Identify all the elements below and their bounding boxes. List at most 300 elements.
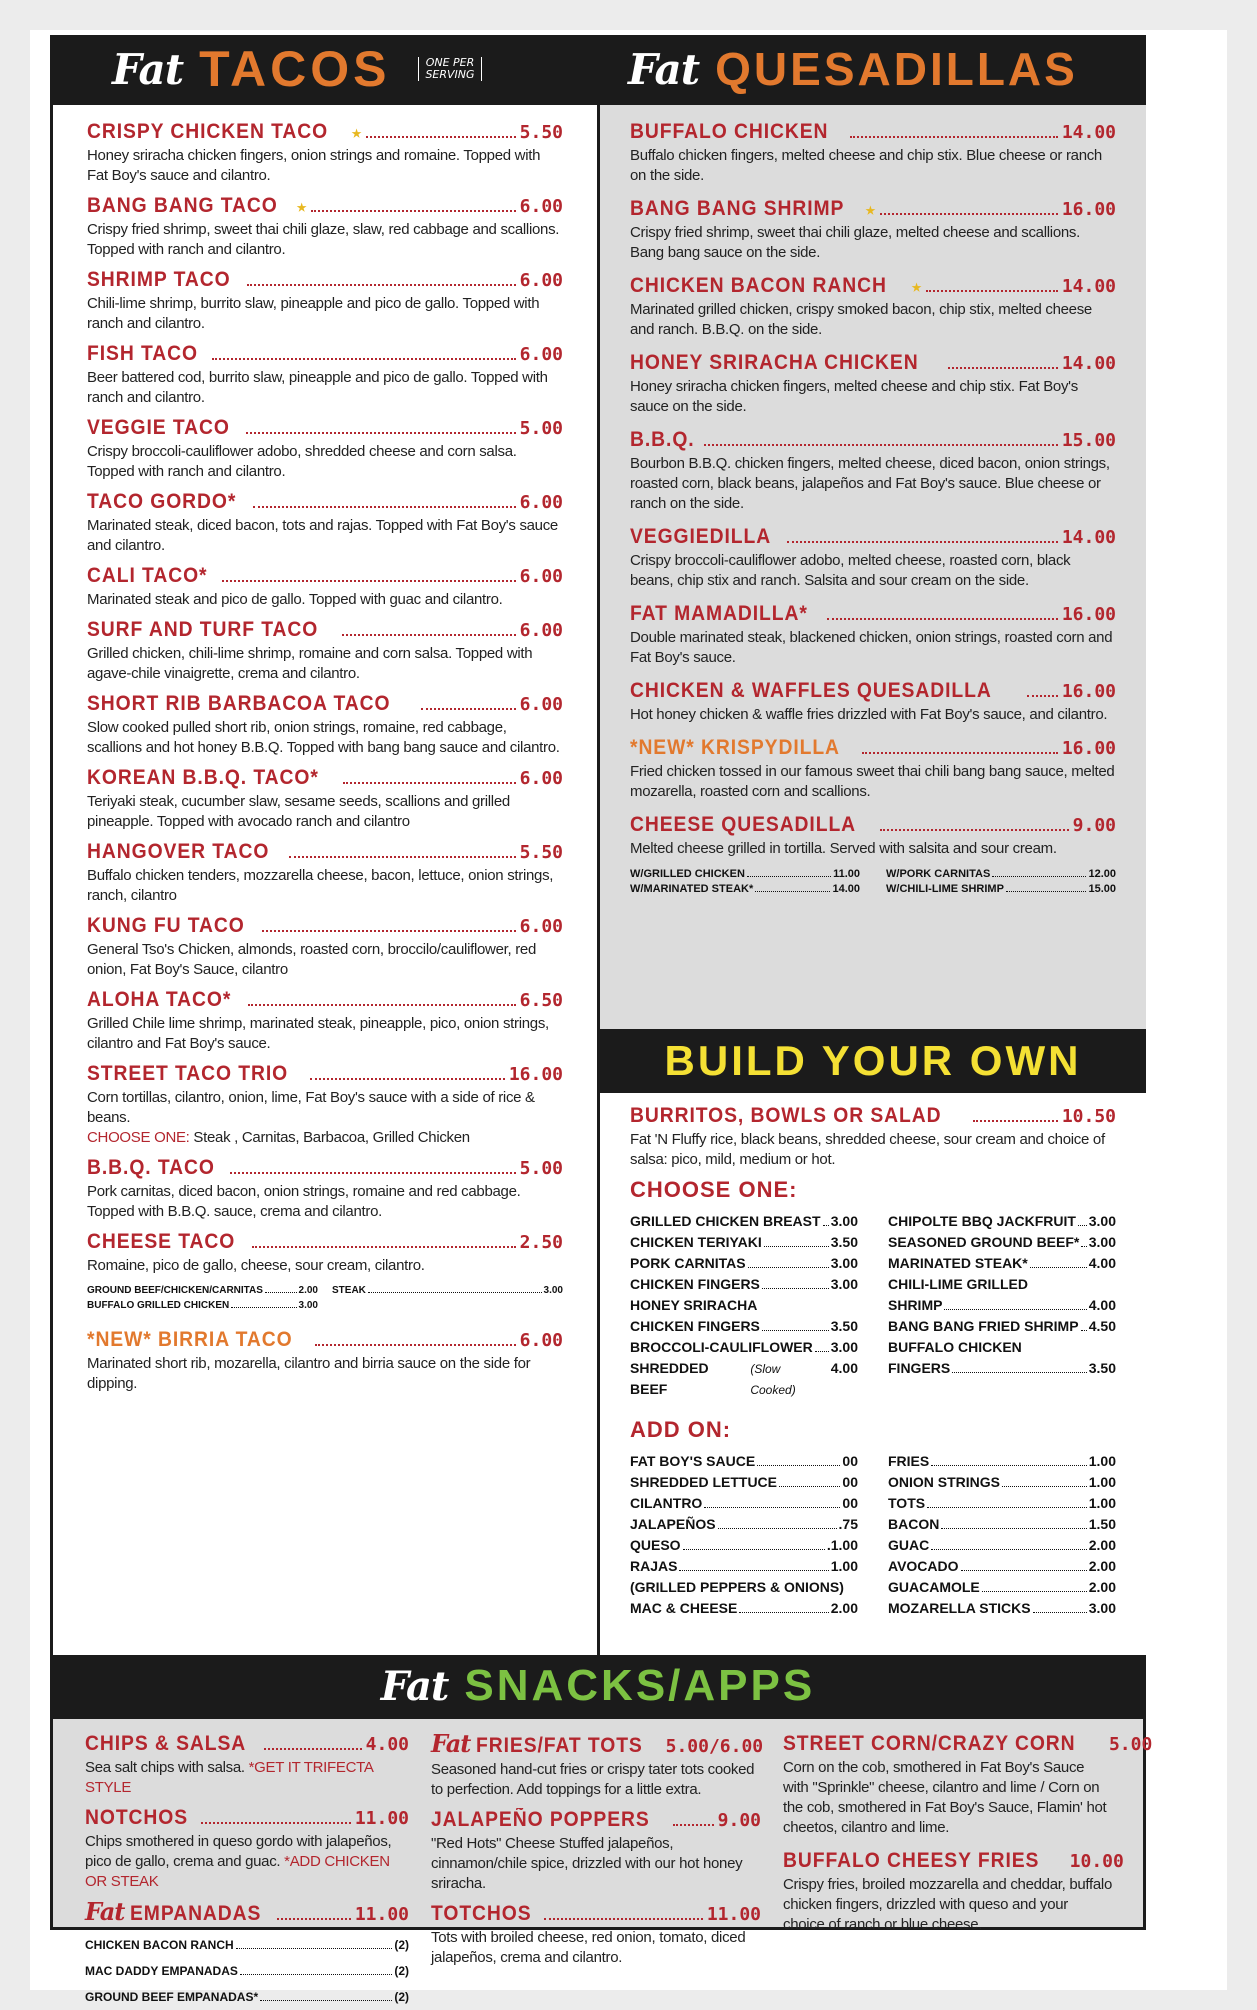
option-row <box>630 1493 858 1514</box>
item-desc-text: Honey sriracha chicken fingers, melted cheese and chip stix. Fat Boy's sauce on the side. <box>630 378 1078 415</box>
option-price: 3.50 <box>830 1318 858 1334</box>
item-title-line <box>87 193 563 220</box>
menu-item <box>783 1848 1124 1935</box>
option-price: 1.00 <box>1088 1495 1116 1511</box>
menu-item <box>630 196 1116 263</box>
option-label: AVOCADO <box>888 1558 959 1574</box>
option-row <box>888 1535 1116 1556</box>
item-desc-text: Crispy broccoli-cauliflower adobo, shredded cheese and corn salsa. Topped with ranch and cilantro. <box>87 443 517 480</box>
item-name: CHIPS & SALSA <box>85 1732 247 1755</box>
item-title-line <box>87 563 563 590</box>
item-title-line <box>87 415 563 442</box>
sub-price: 2.00 <box>298 1285 318 1296</box>
item-name: SURF AND TURF TACO <box>87 618 319 641</box>
dots-leader <box>679 1570 828 1571</box>
item-title-line <box>87 489 563 516</box>
menu-item <box>87 913 563 980</box>
item-title-line <box>630 678 1116 705</box>
item-name: STREET CORN/CRAZY CORN <box>783 1732 1076 1755</box>
item-desc-text: Grilled chicken, chili-lime shrimp, romaine and corn salsa. Topped with agave-chile vinaigrette, crema and cilantro. <box>87 645 533 682</box>
tacos-title: TACOS <box>199 41 391 97</box>
item-price: 9.00 <box>1072 815 1116 836</box>
item-name: NOTCHOS <box>85 1806 189 1829</box>
empanada-count: (2) <box>394 1990 409 2004</box>
snacks-panel <box>53 1719 1153 2004</box>
dots-leader <box>212 358 516 360</box>
item-desc-text: Tots with broiled cheese, red onion, tomato, diced jalapeños, crema and cilantro. <box>431 1929 746 1966</box>
ques-sub-price: 15.00 <box>1088 883 1116 895</box>
item-description <box>783 1875 1113 1935</box>
sub-label: GROUND BEEF/CHICKEN/CARNITAS <box>87 1285 263 1296</box>
dots-leader <box>421 708 516 710</box>
option-label: CHICKEN TERIYAKI <box>630 1234 762 1250</box>
option-price: 3.00 <box>1088 1213 1116 1229</box>
dots-leader <box>948 367 1058 369</box>
item-price: 10.00 <box>1069 1851 1124 1872</box>
dots-leader <box>1081 1330 1087 1331</box>
option-row <box>630 1514 858 1535</box>
item-price: 6.00 <box>519 492 563 513</box>
item-name: BUFFALO CHICKEN <box>630 120 829 143</box>
tacos-note-line-1: ONE PER <box>425 56 475 69</box>
menu-item <box>87 1327 563 1394</box>
dots-leader <box>982 1591 1087 1592</box>
item-desc-text: Melted cheese grilled in tortilla. Served with salsita and sour cream. <box>630 840 1057 857</box>
dots-leader <box>262 930 515 932</box>
option-label: QUESO <box>630 1537 681 1553</box>
menu-item <box>87 1229 563 1276</box>
item-description <box>87 146 563 186</box>
menu-item <box>630 350 1116 417</box>
item-price: 14.00 <box>1061 527 1116 548</box>
item-description <box>630 762 1116 802</box>
dots-leader <box>762 1288 829 1289</box>
item-price: 6.00 <box>519 1330 563 1351</box>
item-desc-text: Seasoned hand-cut fries or crispy tater tots cooked to perfection. Add toppings for a little extra. <box>431 1761 755 1798</box>
item-desc-text: Marinated steak and pico de gallo. Topped with guac and cilantro. <box>87 591 503 608</box>
item-desc-text: Crispy fried shrimp, sweet thai chili glaze, melted cheese and scallions. Bang bang sauce on the side. <box>630 224 1080 261</box>
option-row <box>888 1451 1116 1472</box>
option-label: FAT BOY'S SAUCE <box>630 1453 756 1469</box>
item-description <box>85 1832 409 1892</box>
item-price: 16.00 <box>508 1064 563 1085</box>
build-main-line <box>630 1103 1116 1130</box>
menu-item <box>431 1729 764 1800</box>
item-price: 5.50 <box>519 842 563 863</box>
dots-leader <box>246 432 515 434</box>
item-title-line <box>431 1729 764 1760</box>
menu-item <box>85 1731 409 1798</box>
item-name: BANG BANG SHRIMP <box>630 197 845 220</box>
item-name: ALOHA TACO* <box>87 988 232 1011</box>
quesadillas-list <box>630 119 1116 859</box>
item-description <box>87 1256 563 1276</box>
menu-item <box>87 1061 563 1148</box>
item-price: 6.00 <box>519 620 563 641</box>
item-title-line <box>85 1805 409 1832</box>
ques-sub-3 <box>630 882 860 897</box>
empanada-label: CHICKEN BACON RANCH <box>85 1938 234 1952</box>
empanadas-name: EMPANADAS <box>130 1902 262 1925</box>
dots-leader <box>779 1486 840 1487</box>
dots-leader <box>222 580 516 582</box>
item-name: CHICKEN BACON RANCH <box>630 274 887 297</box>
menu-item <box>87 765 563 832</box>
menu-item <box>87 489 563 556</box>
dots-leader <box>961 1570 1087 1571</box>
add-on-title: ADD ON: <box>630 1417 732 1442</box>
snacks-col1-items <box>85 1731 409 1892</box>
option-row <box>630 1337 858 1358</box>
option-label: MOZARELLA STICKS <box>888 1600 1031 1616</box>
empanadas-price: 11.00 <box>354 1904 409 1925</box>
option-row <box>630 1472 858 1493</box>
option-price: 1.00 <box>1088 1453 1116 1469</box>
menu-item <box>431 1901 761 1968</box>
item-price: 5.00 <box>1108 1734 1153 1755</box>
item-title-line <box>630 812 1116 839</box>
snacks-header <box>50 1655 1146 1717</box>
dots-leader <box>1078 1225 1087 1226</box>
item-description <box>87 718 563 758</box>
item-name: *NEW* KRISPYDILLA <box>630 736 840 759</box>
dots-leader <box>265 1292 297 1293</box>
item-description <box>431 1928 761 1968</box>
option-row <box>888 1358 1116 1379</box>
option-price: 3.00 <box>1088 1600 1116 1616</box>
item-description <box>431 1760 761 1800</box>
item-title-line <box>630 350 1116 377</box>
item-title-line <box>431 1901 761 1928</box>
option-price: 4.00 <box>1088 1297 1116 1313</box>
item-description <box>87 442 563 482</box>
option-price: 3.50 <box>830 1234 858 1250</box>
item-description <box>630 551 1116 591</box>
item-name: FRIES/FAT TOTS <box>476 1734 644 1757</box>
item-title-line <box>783 1848 1124 1875</box>
dots-leader <box>762 1330 829 1331</box>
item-desc-highlight: *ADD CHICKEN OR STEAK <box>85 1853 390 1890</box>
option-row <box>630 1295 858 1316</box>
tacos-panel <box>53 105 597 1655</box>
item-price: 14.00 <box>1061 122 1116 143</box>
option-row <box>888 1598 1116 1619</box>
tacos-header <box>50 35 597 103</box>
item-name: STREET TACO TRIO <box>87 1062 289 1085</box>
item-title-line <box>87 839 563 866</box>
option-label: RAJAS <box>630 1558 678 1574</box>
item-desc-text: Buffalo chicken fingers, melted cheese and chip stix. Blue cheese or ranch on the side. <box>630 147 1102 184</box>
item-title-line <box>630 524 1116 551</box>
empanada-line <box>85 1984 409 2010</box>
option-price: 2.00 <box>1088 1558 1116 1574</box>
menu-item <box>630 601 1116 668</box>
item-description <box>630 705 1116 725</box>
item-desc-text: Teriyaki steak, cucumber slaw, sesame seeds, scallions and grilled pineapple. Topped with avocado ranch and cilantro <box>87 793 510 830</box>
item-name: CRISPY CHICKEN TACO <box>87 120 329 143</box>
item-title-line <box>87 765 563 792</box>
ques-sub-4 <box>886 882 1116 897</box>
menu-item <box>87 1155 563 1222</box>
build-main-item <box>630 1103 1116 1170</box>
add-left-col <box>630 1451 858 1619</box>
dots-leader <box>850 136 1058 138</box>
dots-leader <box>683 1549 825 1550</box>
choose-left-col <box>630 1211 858 1401</box>
build-header <box>600 1029 1146 1093</box>
star-icon: ★ <box>865 199 876 220</box>
menu-item <box>87 987 563 1054</box>
dots-leader <box>944 1309 1086 1310</box>
dots-leader <box>931 1549 1087 1550</box>
dots-leader <box>240 1974 392 1975</box>
item-name: CHICKEN & WAFFLES QUESADILLA <box>630 679 992 702</box>
item-title-line <box>630 427 1116 454</box>
option-label: SEASONED GROUND BEEF* <box>888 1234 1080 1250</box>
dots-leader <box>1081 1246 1086 1247</box>
tacos-note-line-2: SERVING <box>425 68 475 81</box>
snacks-col-1 <box>85 1731 409 2004</box>
dots-leader <box>260 2000 392 2001</box>
dots-leader <box>880 213 1058 215</box>
item-desc-text: Honey sriracha chicken fingers, onion strings and romaine. Topped with Fat Boy's sauce and cilantro. <box>87 147 541 184</box>
dots-leader <box>230 1172 516 1174</box>
item-name: FISH TACO <box>87 342 198 365</box>
quesadillas-title: QUESADILLAS <box>715 43 1078 95</box>
dots-leader <box>544 1918 703 1920</box>
dots-leader <box>264 1748 361 1750</box>
menu-item <box>87 691 563 758</box>
option-row <box>888 1472 1116 1493</box>
option-label: SHREDDED LETTUCE <box>630 1474 778 1490</box>
empanada-line <box>85 1958 409 1984</box>
menu-item <box>630 427 1116 514</box>
option-row <box>630 1358 858 1401</box>
option-label: PORK CARNITAS <box>630 1255 746 1271</box>
item-price: 6.00 <box>519 566 563 587</box>
option-price: 00 <box>842 1495 858 1511</box>
dots-leader <box>704 1507 840 1508</box>
menu-item <box>630 119 1116 186</box>
item-description <box>630 628 1116 668</box>
ques-sub-label: W/PORK CARNITAS <box>886 868 991 880</box>
item-desc-text: Corn on the cob, smothered in Fat Boy's Sauce with "Sprinkle" cheese, cilantro and lime / Corn on the cob, smothered in Fat Boy's Sauce, Flamin' hot cheetos, cilantro and lime. <box>783 1759 1107 1836</box>
item-name: JALAPEÑO POPPERS <box>431 1808 650 1831</box>
item-title-line <box>630 196 1116 223</box>
ques-sub-label: W/CHILI-LIME SHRIMP <box>886 883 1004 895</box>
item-description <box>87 220 563 260</box>
option-row <box>888 1253 1116 1274</box>
menu-item <box>87 193 563 260</box>
option-label: BANG BANG FRIED SHRIMP <box>888 1318 1079 1334</box>
choose-one-title: CHOOSE ONE: <box>630 1177 798 1202</box>
option-row <box>630 1535 858 1556</box>
build-main-price: 10.50 <box>1061 1106 1116 1127</box>
dots-leader <box>927 1507 1087 1508</box>
option-label: BUFFALO CHICKEN <box>888 1339 1022 1355</box>
item-name: BUFFALO CHEESY FRIES <box>783 1849 1040 1872</box>
dots-leader <box>366 136 516 138</box>
option-label: CHICKEN FINGERS <box>630 1276 760 1292</box>
ques-sub-price: 14.00 <box>832 883 860 895</box>
item-script: Fat <box>431 1729 471 1758</box>
dots-leader <box>764 1246 829 1247</box>
add-right-col <box>888 1451 1116 1619</box>
item-desc-text: Crispy fried shrimp, sweet thai chili glaze, slaw, red cabbage and scallions. Topped with ranch and cilantro. <box>87 221 560 258</box>
menu-item <box>85 1805 409 1892</box>
empanadas-line <box>85 1899 409 1928</box>
option-label: ONION STRINGS <box>888 1474 1001 1490</box>
option-price: 3.50 <box>1088 1360 1116 1376</box>
item-title-line <box>87 617 563 644</box>
item-description <box>87 940 563 980</box>
item-title-line <box>87 913 563 940</box>
option-price: 1.00 <box>830 1558 858 1574</box>
cheese-sub-option <box>332 1283 563 1298</box>
build-main-name: BURRITOS, BOWLS OR SALAD <box>630 1104 942 1127</box>
item-price: 16.00 <box>1061 199 1116 220</box>
option-label: FINGERS <box>888 1360 951 1376</box>
option-price: 3.00 <box>830 1276 858 1292</box>
item-title-line <box>87 1061 563 1088</box>
item-desc-text: General Tso's Chicken, almonds, roasted corn, broccilo/cauliflower, red onion, Fat Boy's Sauce, cilantro <box>87 941 537 978</box>
option-label: CHIPOLTE BBQ JACKFRUIT <box>888 1213 1076 1229</box>
item-title-line <box>630 735 1116 762</box>
item-description <box>630 839 1116 859</box>
item-name: TACO GORDO* <box>87 490 237 513</box>
dots-leader <box>757 1465 840 1466</box>
item-price: 5.00 <box>519 1158 563 1179</box>
dots-leader <box>231 1307 296 1308</box>
item-price: 6.00 <box>519 270 563 291</box>
item-title-line <box>87 691 563 718</box>
option-row <box>888 1577 1116 1598</box>
item-description <box>431 1834 761 1894</box>
item-name: CHEESE QUESADILLA <box>630 813 857 836</box>
dots-leader <box>739 1612 828 1613</box>
item-price: 14.00 <box>1061 276 1116 297</box>
snacks-col-3 <box>783 1731 1153 1933</box>
item-price: 5.50 <box>519 122 563 143</box>
item-desc-text: Buffalo chicken tenders, mozzarella cheese, bacon, lettuce, onion strings, ranch, cilantro <box>87 867 554 904</box>
dots-leader <box>343 782 516 784</box>
item-title-line <box>431 1807 761 1834</box>
menu-item <box>87 617 563 684</box>
menu-item <box>87 267 563 334</box>
dots-leader <box>289 856 516 858</box>
build-title: BUILD YOUR OWN <box>664 1037 1082 1084</box>
option-price: 4.00 <box>830 1360 858 1376</box>
dots-leader <box>310 1078 505 1080</box>
item-desc-text: Grilled Chile lime shrimp, marinated steak, pineapple, pico, onion strings, cilantro and Fat Boy's sauce. <box>87 1015 549 1052</box>
cheese-sub-option <box>87 1298 318 1313</box>
dots-leader <box>952 1372 1087 1373</box>
menu-item <box>87 415 563 482</box>
option-label: MAC & CHEESE <box>630 1600 738 1616</box>
tacos-serving-note <box>418 57 481 81</box>
dots-leader <box>277 1918 351 1920</box>
option-row <box>888 1514 1116 1535</box>
dots-leader <box>931 1465 1087 1466</box>
option-label: CHICKEN FINGERS <box>630 1318 760 1334</box>
item-price: 15.00 <box>1061 430 1116 451</box>
item-price: 16.00 <box>1061 681 1116 702</box>
ques-sub-price: 12.00 <box>1088 868 1116 880</box>
option-row <box>888 1211 1116 1232</box>
item-title-line <box>87 1229 563 1256</box>
item-name: B.B.Q. <box>630 428 695 451</box>
item-desc-text: Beer battered cod, burrito slaw, pineapple and pico de gallo. Topped with ranch and cilantro. <box>87 369 548 406</box>
item-price: 6.00 <box>519 196 563 217</box>
item-desc-text: Pork carnitas, diced bacon, onion strings, romaine and red cabbage. Topped with B.B.Q. sauce, crema and cilantro. <box>87 1183 521 1220</box>
quesadillas-script: Fat <box>628 44 700 94</box>
option-row <box>630 1232 858 1253</box>
item-desc-text: Double marinated steak, blackened chicken, onion strings, roasted corn and Fat Boy's sauce. <box>630 629 1113 666</box>
item-description <box>87 1182 563 1222</box>
item-name: HONEY SRIRACHA CHICKEN <box>630 351 919 374</box>
item-description <box>87 1354 563 1394</box>
empanadas-script: Fat <box>85 1897 125 1926</box>
tacos-script: Fat <box>112 44 184 94</box>
menu-item <box>630 273 1116 340</box>
option-row <box>630 1577 858 1598</box>
item-name: TOTCHOS <box>431 1902 532 1925</box>
item-name: VEGGIE TACO <box>87 416 230 439</box>
option-row <box>888 1337 1116 1358</box>
dots-leader <box>253 506 515 508</box>
item-description <box>87 294 563 334</box>
sub-price: 3.00 <box>298 1300 318 1311</box>
star-icon: ★ <box>911 276 923 297</box>
dots-leader <box>704 444 1058 446</box>
item-desc-text: Marinated grilled chicken, crispy smoked bacon, chip stix, melted cheese and ranch. B.B.Q. on the side. <box>630 301 1092 338</box>
item-price: 6.50 <box>519 990 563 1011</box>
item-price: 6.00 <box>519 344 563 365</box>
item-title-line <box>85 1731 409 1758</box>
add-on-columns <box>630 1451 1116 1619</box>
item-description <box>87 792 563 832</box>
menu-item <box>431 1807 761 1894</box>
menu-item <box>630 678 1116 725</box>
ques-sub-1 <box>630 867 860 882</box>
sub-label: BUFFALO GRILLED CHICKEN <box>87 1300 230 1311</box>
option-row <box>888 1232 1116 1253</box>
option-price: 4.00 <box>1088 1255 1116 1271</box>
item-price: 9.00 <box>717 1810 761 1831</box>
menu-item <box>630 735 1116 802</box>
item-name: BANG BANG TACO <box>87 194 278 217</box>
option-label: HONEY SRIRACHA <box>630 1297 758 1313</box>
option-label: FRIES <box>888 1453 930 1469</box>
item-description <box>87 516 563 556</box>
item-name: SHRIMP TACO <box>87 268 231 291</box>
option-row <box>888 1493 1116 1514</box>
ques-sub-price: 11.00 <box>833 868 860 880</box>
choose-one-columns <box>630 1211 1116 1401</box>
item-price: 5.00 <box>519 418 563 439</box>
empanada-lines <box>85 1932 409 2010</box>
option-price: 3.00 <box>830 1255 858 1271</box>
snacks-script: Fat <box>380 1662 449 1710</box>
option-note: (Slow Cooked) <box>750 1362 796 1397</box>
empanada-label: GROUND BEEF EMPANADAS* <box>85 1990 259 2004</box>
option-row <box>630 1316 858 1337</box>
item-description <box>630 223 1116 263</box>
dots-leader <box>1030 1267 1087 1268</box>
dots-leader <box>201 1822 351 1824</box>
item-desc-text: Romaine, pico de gallo, cheese, sour cream, cilantro. <box>87 1257 425 1274</box>
option-price: 3.00 <box>830 1339 858 1355</box>
